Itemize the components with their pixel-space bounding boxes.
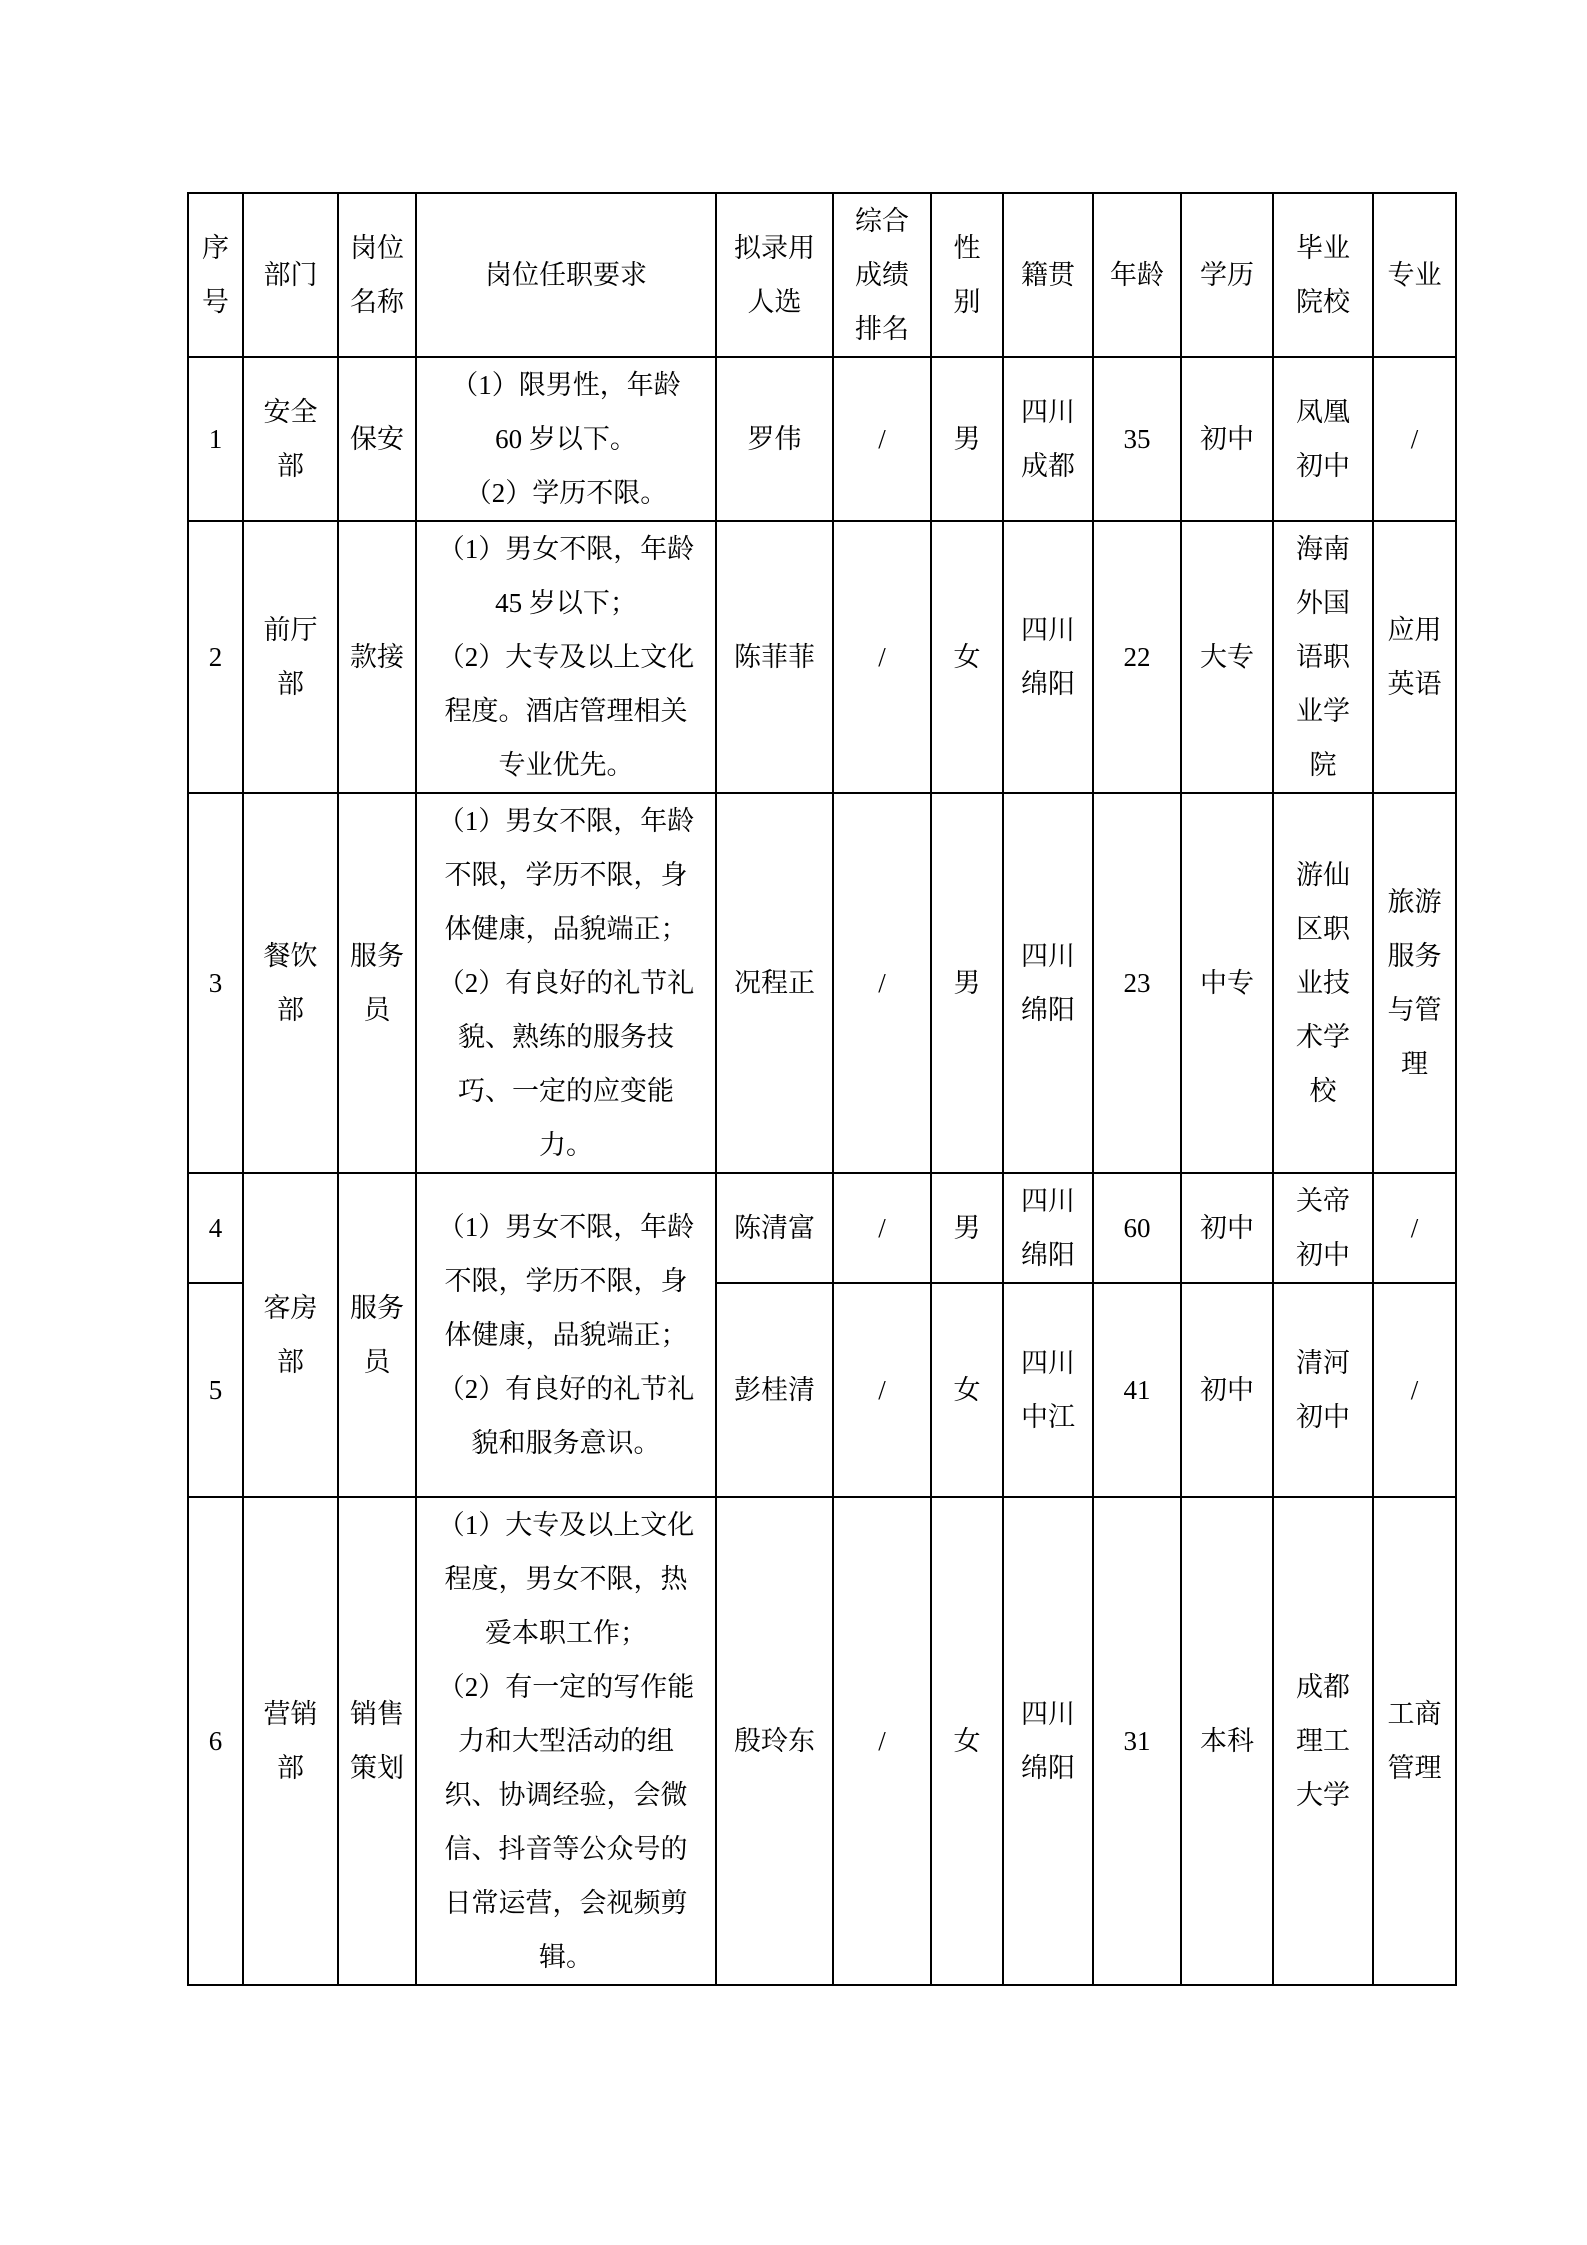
cell-candidate: 罗伟: [716, 357, 833, 521]
cell-major: 旅游服务与管理: [1373, 793, 1456, 1173]
cell-school: 海南外国语职业学院: [1273, 521, 1373, 793]
cell-origin: 四川绵阳: [1003, 1173, 1093, 1283]
cell-rank: /: [833, 1283, 931, 1497]
header-candidate: 拟录用人选: [716, 193, 833, 357]
cell-school: 凤凰初中: [1273, 357, 1373, 521]
cell-req-merged: [416, 1173, 716, 1497]
cell-age: 41: [1093, 1283, 1181, 1497]
cell-school: 关帝初中: [1273, 1173, 1373, 1283]
cell-gender: 男: [931, 1173, 1003, 1283]
cell-req: [416, 521, 716, 793]
cell-dept: 前厅部: [243, 521, 338, 793]
cell-gender: 男: [931, 357, 1003, 521]
cell-rank: /: [833, 521, 931, 793]
header-row: [188, 193, 1456, 357]
cell-origin: 四川绵阳: [1003, 793, 1093, 1173]
table-row: [188, 793, 1456, 1173]
cell-req: [416, 357, 716, 521]
cell-edu: 本科: [1181, 1497, 1273, 1985]
header-edu: 学历: [1181, 193, 1273, 357]
cell-post: 销售策划: [338, 1497, 416, 1985]
cell-age: 22: [1093, 521, 1181, 793]
header-req: 岗位任职要求: [416, 193, 716, 357]
cell-rank: /: [833, 793, 931, 1173]
cell-dept: 安全部: [243, 357, 338, 521]
cell-edu: 初中: [1181, 357, 1273, 521]
requirement-item-2: （2）学历不限。: [464, 478, 668, 508]
cell-candidate: 殷玲东: [716, 1497, 833, 1985]
cell-major: 应用英语: [1373, 521, 1456, 793]
cell-dept: 营销部: [243, 1497, 338, 1985]
cell-school: 成都理工大学: [1273, 1497, 1373, 1985]
requirement-item-2: （2）大专及以上文化程度。酒店管理相关专业优先。: [437, 642, 695, 780]
cell-school: 游仙区职业技术学校: [1273, 793, 1373, 1173]
cell-rank: /: [833, 1173, 931, 1283]
header-dept: 部门: [243, 193, 338, 357]
header-school: 毕业院校: [1273, 193, 1373, 357]
cell-origin: 四川中江: [1003, 1283, 1093, 1497]
cell-gender: 女: [931, 1497, 1003, 1985]
cell-major: 工商管理: [1373, 1497, 1456, 1985]
cell-candidate: 陈清富: [716, 1173, 833, 1283]
cell-origin: 四川绵阳: [1003, 1497, 1093, 1985]
cell-edu: 初中: [1181, 1173, 1273, 1283]
cell-post: 款接: [338, 521, 416, 793]
header-major: 专业: [1373, 193, 1456, 357]
header-rank: 综合成绩排名: [833, 193, 931, 357]
cell-no: 6: [188, 1497, 243, 1985]
header-age: 年龄: [1093, 193, 1181, 357]
cell-major: /: [1373, 1173, 1456, 1283]
header-no: 序号: [188, 193, 243, 357]
table-row: [188, 1173, 1456, 1283]
cell-age: 35: [1093, 357, 1181, 521]
table-row: [188, 521, 1456, 793]
requirement-item-2: （2）有良好的礼节礼貌和服务意识。: [437, 1374, 695, 1458]
requirement-item-2: （2）有良好的礼节礼貌、熟练的服务技巧、一定的应变能力。: [437, 968, 695, 1160]
requirement-item-2: （2）有一定的写作能力和大型活动的组织、协调经验，会微信、抖音等公众号的日常运营，会视频剪辑。: [437, 1672, 695, 1972]
header-gender: 性别: [931, 193, 1003, 357]
requirement-item-1: （1）大专及以上文化程度，男女不限，热爱本职工作；: [437, 1510, 695, 1648]
cell-age: 23: [1093, 793, 1181, 1173]
cell-no: 5: [188, 1283, 243, 1497]
cell-edu: 中专: [1181, 793, 1273, 1173]
cell-edu: 大专: [1181, 521, 1273, 793]
header-origin: 籍贯: [1003, 193, 1093, 357]
cell-req: [416, 793, 716, 1173]
cell-post-merged: 服务员: [338, 1173, 416, 1497]
requirement-item-1: （1）男女不限，年龄 45 岁以下；: [437, 534, 695, 618]
header-post: 岗位名称: [338, 193, 416, 357]
cell-age: 60: [1093, 1173, 1181, 1283]
cell-no: 2: [188, 521, 243, 793]
cell-candidate: 彭桂清: [716, 1283, 833, 1497]
cell-edu: 初中: [1181, 1283, 1273, 1497]
cell-gender: 女: [931, 521, 1003, 793]
cell-req: [416, 1497, 716, 1985]
requirement-item-1: （1）男女不限，年龄不限，学历不限，身体健康，品貌端正；: [437, 1212, 695, 1350]
cell-candidate: 况程正: [716, 793, 833, 1173]
cell-gender: 男: [931, 793, 1003, 1173]
cell-school: 清河初中: [1273, 1283, 1373, 1497]
cell-origin: 四川绵阳: [1003, 521, 1093, 793]
cell-no: 1: [188, 357, 243, 521]
cell-rank: /: [833, 357, 931, 521]
recruitment-table: [187, 192, 1457, 1986]
cell-post: 保安: [338, 357, 416, 521]
requirement-item-1: （1）男女不限，年龄不限，学历不限，身体健康，品貌端正；: [437, 806, 695, 944]
cell-post: 服务员: [338, 793, 416, 1173]
table-row: [188, 357, 1456, 521]
cell-gender: 女: [931, 1283, 1003, 1497]
cell-age: 31: [1093, 1497, 1181, 1985]
cell-candidate: 陈菲菲: [716, 521, 833, 793]
cell-dept-merged: 客房部: [243, 1173, 338, 1497]
cell-origin: 四川成都: [1003, 357, 1093, 521]
requirement-item-1: （1）限男性，年龄 60 岁以下。: [451, 370, 681, 454]
cell-rank: /: [833, 1497, 931, 1985]
cell-major: /: [1373, 1283, 1456, 1497]
table-row: [188, 1497, 1456, 1985]
cell-dept: 餐饮部: [243, 793, 338, 1173]
cell-major: /: [1373, 357, 1456, 521]
cell-no: 4: [188, 1173, 243, 1283]
cell-no: 3: [188, 793, 243, 1173]
